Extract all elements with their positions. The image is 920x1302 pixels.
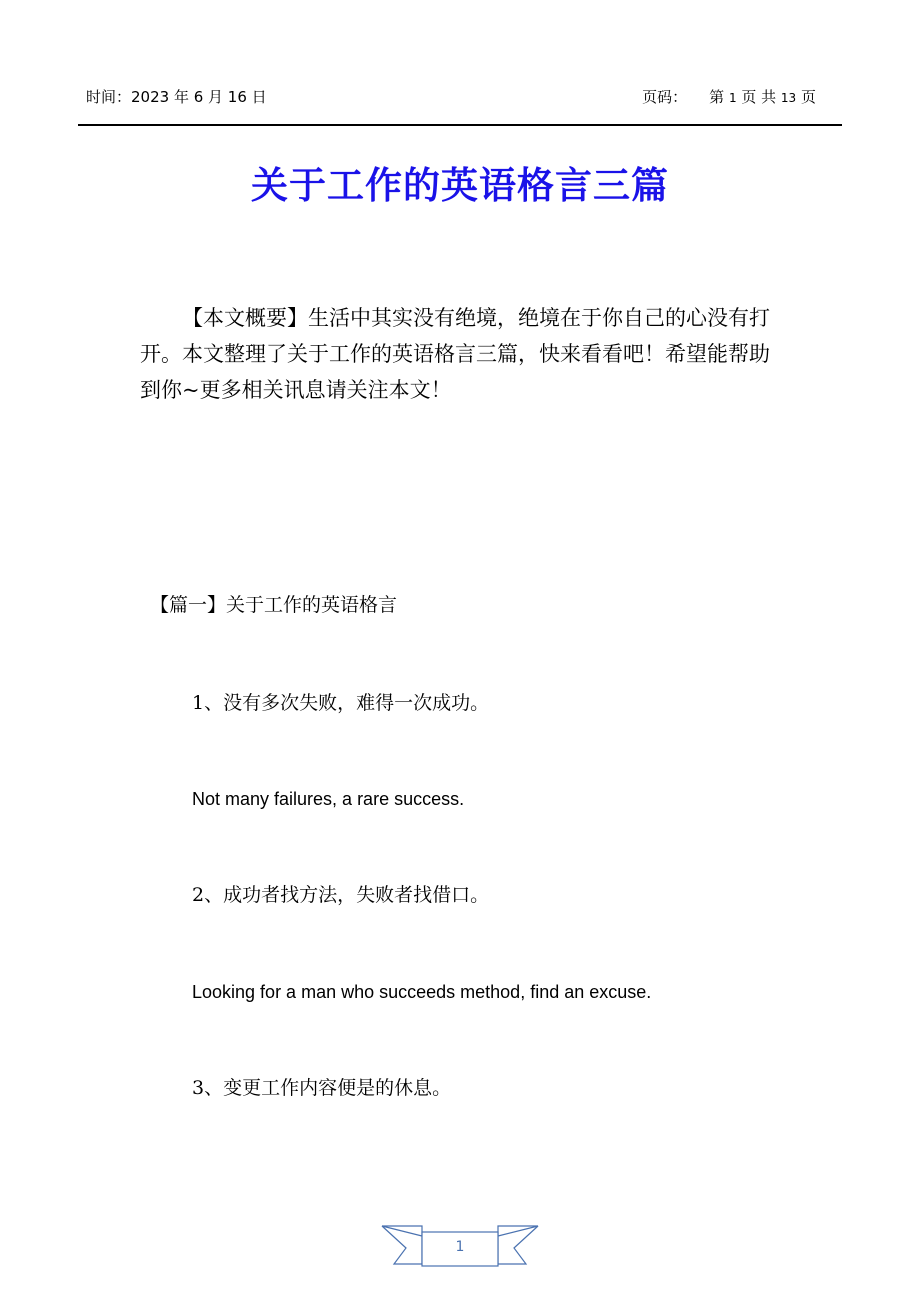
page-counter [642,86,816,109]
list-item-3-zh: 3、变更工作内容便是的休息。 [192,1077,452,1099]
document-title: 关于工作的英语格言三篇 [251,164,669,207]
current-page-number: 1 [728,91,737,105]
page-label: 页码： [642,88,688,106]
footer-page-number: 1 [455,1239,465,1255]
page-mid-text: 页 共 [741,88,777,106]
date-label: 时间：2023 年 6 月 16 日 [86,88,267,106]
page-footer [380,1220,540,1270]
section-heading: 【篇一】关于工作的英语格言 [150,594,398,616]
list-item-2-en: Looking for a man who succeeds method, find an excuse. [192,982,652,1002]
header-divider [78,124,842,126]
page-prefix: 第 [709,88,725,106]
total-page-number: 13 [780,91,797,105]
page-suffix: 页 [800,88,816,106]
list-item-1-en: Not many failures, a rare success. [192,789,465,809]
page-header [86,86,816,108]
document-summary: 【本文概要】生活中其实没有绝境，绝境在于你自己的心没有打开。本文整理了关于工作的英语格言三篇，快来看看吧！希望能帮助到你~更多相关讯息请关注本文！ [140,306,770,402]
list-item-1-zh: 1、没有多次失败，难得一次成功。 [192,692,490,714]
list-item-2-zh: 2、成功者找方法，失败者找借口。 [192,884,490,906]
